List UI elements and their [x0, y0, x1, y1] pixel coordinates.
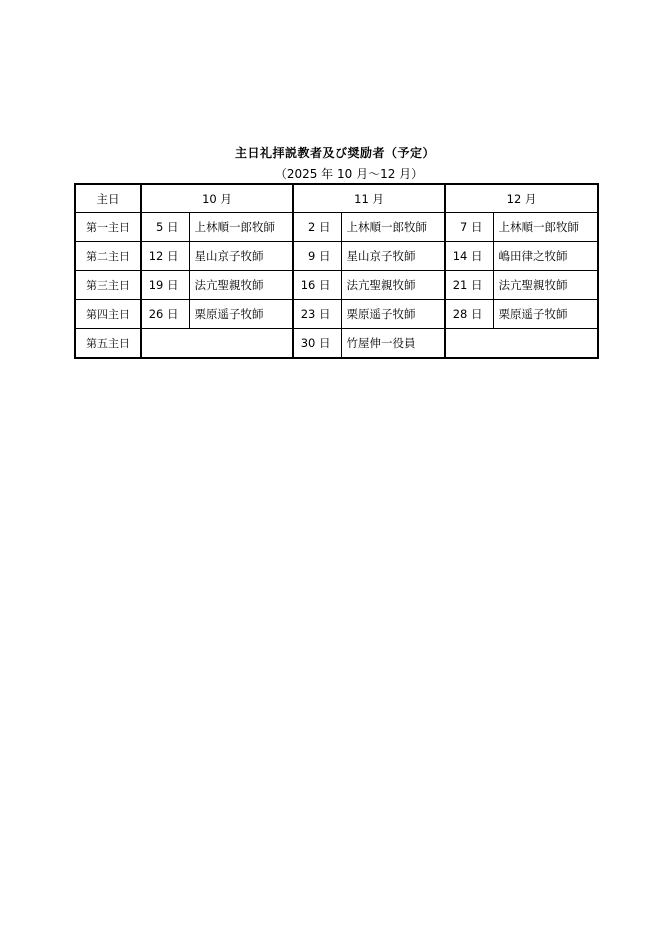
preacher-cell: 法亢聖親牧師 [189, 271, 293, 300]
empty-cell [141, 329, 293, 358]
preacher-cell: 法亢聖親牧師 [493, 271, 598, 300]
empty-cell [445, 329, 598, 358]
day-cell: 19 日 [141, 271, 189, 300]
sunday-label: 第四主日 [75, 300, 141, 329]
preacher-cell: 法亢聖親牧師 [341, 271, 445, 300]
table-row [75, 300, 598, 329]
table-header-row [75, 184, 598, 213]
sunday-label: 第二主日 [75, 242, 141, 271]
preacher-cell: 竹屋伸一役員 [341, 329, 445, 358]
day-cell: 28 日 [445, 300, 493, 329]
preacher-cell: 上林順一郎牧師 [189, 213, 293, 242]
table-row [75, 213, 598, 242]
preacher-cell: 星山京子牧師 [341, 242, 445, 271]
document-title: 主日礼拝説教者及び奨励者（予定） [234, 146, 435, 160]
day-cell: 16 日 [293, 271, 341, 300]
day-cell: 5 日 [141, 213, 189, 242]
sunday-label: 第三主日 [75, 271, 141, 300]
preacher-cell: 星山京子牧師 [189, 242, 293, 271]
table-row [75, 242, 598, 271]
day-cell: 30 日 [293, 329, 341, 358]
day-cell: 7 日 [445, 213, 493, 242]
day-cell: 23 日 [293, 300, 341, 329]
preacher-schedule-table [74, 183, 599, 359]
day-cell: 14 日 [445, 242, 493, 271]
day-cell: 9 日 [293, 242, 341, 271]
preacher-cell: 嶋田律之牧師 [493, 242, 598, 271]
preacher-cell: 上林順一郎牧師 [493, 213, 598, 242]
header-sunday-label: 主日 [75, 184, 141, 213]
header-month-dec: 12 月 [445, 184, 598, 213]
header-month-nov: 11 月 [293, 184, 445, 213]
preacher-cell: 栗原遥子牧師 [493, 300, 598, 329]
sunday-label: 第一主日 [75, 213, 141, 242]
preacher-cell: 栗原遥子牧師 [341, 300, 445, 329]
preacher-cell: 栗原遥子牧師 [189, 300, 293, 329]
day-cell: 26 日 [141, 300, 189, 329]
document-subtitle: （2025 年 10 月〜12 月） [274, 167, 424, 181]
table-row [75, 271, 598, 300]
day-cell: 12 日 [141, 242, 189, 271]
day-cell: 21 日 [445, 271, 493, 300]
preacher-cell: 上林順一郎牧師 [341, 213, 445, 242]
table-row [75, 329, 598, 358]
header-month-oct: 10 月 [141, 184, 293, 213]
sunday-label: 第五主日 [75, 329, 141, 358]
day-cell: 2 日 [293, 213, 341, 242]
